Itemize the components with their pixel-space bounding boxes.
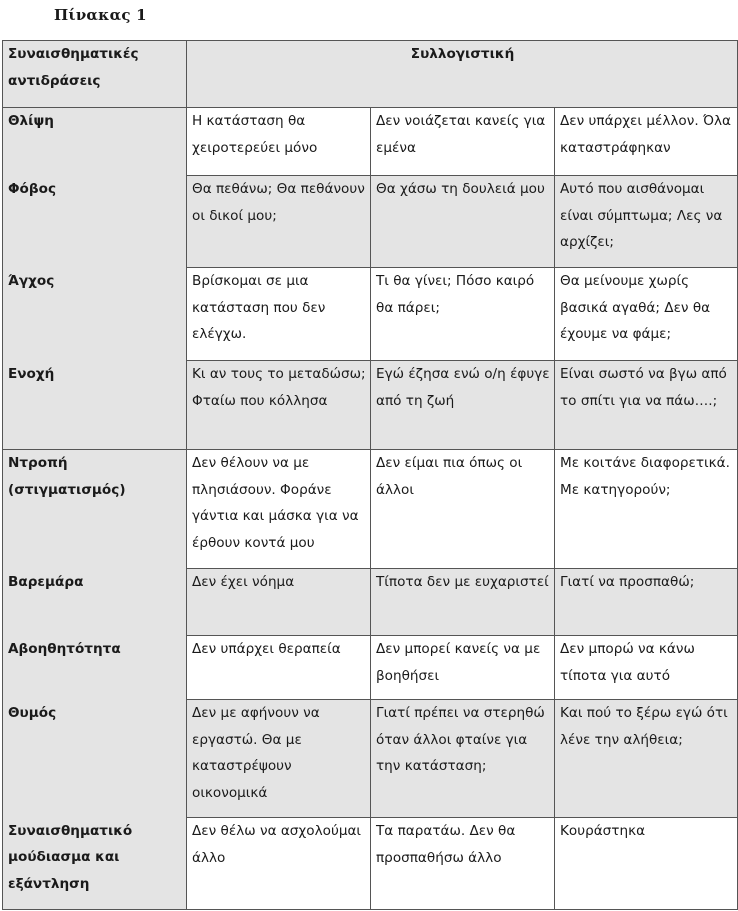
reasoning-cell: Εγώ έζησα ενώ ο/η έφυγε από τη ζωή (371, 361, 555, 450)
reasoning-cell: Τα παρατάω. Δεν θα προσπαθήσω άλλο (371, 818, 555, 910)
reasoning-cell: Και πού το ξέρω εγώ ότι λένε την αλήθεια; (555, 700, 738, 818)
reasoning-cell: Δεν έχει νόημα (187, 569, 371, 636)
reasoning-cell: Δεν υπάρχει θεραπεία (187, 636, 371, 700)
reasoning-cell: Δεν θέλω να ασχολούμαι άλλο (187, 818, 371, 910)
reasoning-cell: Με κοιτάνε διαφορετικά. Με κατηγορούν; (555, 450, 738, 569)
reasoning-cell: Κουράστηκα (555, 818, 738, 910)
reasoning-cell: Γιατί να προσπαθώ; (555, 569, 738, 636)
reasoning-cell: Δεν μπορεί κανείς να με βοηθήσει (371, 636, 555, 700)
header-emotional-reactions: Συναισθηματικές αντιδράσεις (3, 41, 187, 108)
reasoning-cell: Αυτό που αισθάνομαι είναι σύμπτωμα; Λες να αρχίζει; (555, 176, 738, 268)
reasoning-cell: Βρίσκομαι σε μια κατάσταση που δεν ελέγχω. (187, 268, 371, 361)
emotion-label: Φόβος (3, 176, 187, 268)
table-row (3, 268, 738, 361)
reasoning-cell: Δεν νοιάζεται κανείς για εμένα (371, 108, 555, 176)
reasoning-cell: Τι θα γίνει; Πόσο καιρό θα πάρει; (371, 268, 555, 361)
reasoning-cell: Κι αν τους το μεταδώσω; Φταίω που κόλλησα (187, 361, 371, 450)
emotion-label: Θυμός (3, 700, 187, 818)
table-row (3, 818, 738, 910)
table-row (3, 569, 738, 636)
table-row (3, 176, 738, 268)
table-row (3, 108, 738, 176)
reasoning-cell: Δεν υπάρχει μέλλον. Όλα καταστράφηκαν (555, 108, 738, 176)
emotion-label: Βαρεμάρα (3, 569, 187, 636)
table-row (3, 636, 738, 700)
reasoning-cell: Δεν είμαι πια όπως οι άλλοι (371, 450, 555, 569)
emotion-label: Θλίψη (3, 108, 187, 176)
reasoning-cell: Δεν με αφήνουν να εργαστώ. Θα με καταστρέψουν οικονομικά (187, 700, 371, 818)
reasoning-cell: Η κατάσταση θα χειροτερεύει μόνο (187, 108, 371, 176)
emotion-label: Ντροπή (στιγματισμός) (3, 450, 187, 569)
emotion-label: Αβοηθητότητα (3, 636, 187, 700)
table-row (3, 361, 738, 450)
reasoning-cell: Θα πεθάνω; Θα πεθάνουν οι δικοί μου; (187, 176, 371, 268)
emotion-label: Ενοχή (3, 361, 187, 450)
header-reasoning: Συλλογιστική (187, 41, 738, 108)
reasoning-cell: Γιατί πρέπει να στερηθώ όταν άλλοι φταίνε για την κατάσταση; (371, 700, 555, 818)
reasoning-cell: Θα μείνουμε χωρίς βασικά αγαθά; Δεν θα έχουμε να φάμε; (555, 268, 738, 361)
emotion-label: Συναισθηματικό μούδιασμα και εξάντληση (3, 818, 187, 910)
reasoning-cell: Δεν θέλουν να με πλησιάσουν. Φοράνε γάντια και μάσκα για να έρθουν κοντά μου (187, 450, 371, 569)
reasoning-cell: Τίποτα δεν με ευχαριστεί (371, 569, 555, 636)
table-caption: Πίνακας 1 (54, 6, 147, 24)
table-row (3, 700, 738, 818)
reasoning-cell: Δεν μπορώ να κάνω τίποτα για αυτό (555, 636, 738, 700)
table-header-row (3, 41, 738, 108)
emotion-label: Άγχος (3, 268, 187, 361)
table-row (3, 450, 738, 569)
reasoning-cell: Θα χάσω τη δουλειά μου (371, 176, 555, 268)
reasoning-cell: Είναι σωστό να βγω από το σπίτι για να πάω….; (555, 361, 738, 450)
emotions-table (2, 40, 738, 910)
